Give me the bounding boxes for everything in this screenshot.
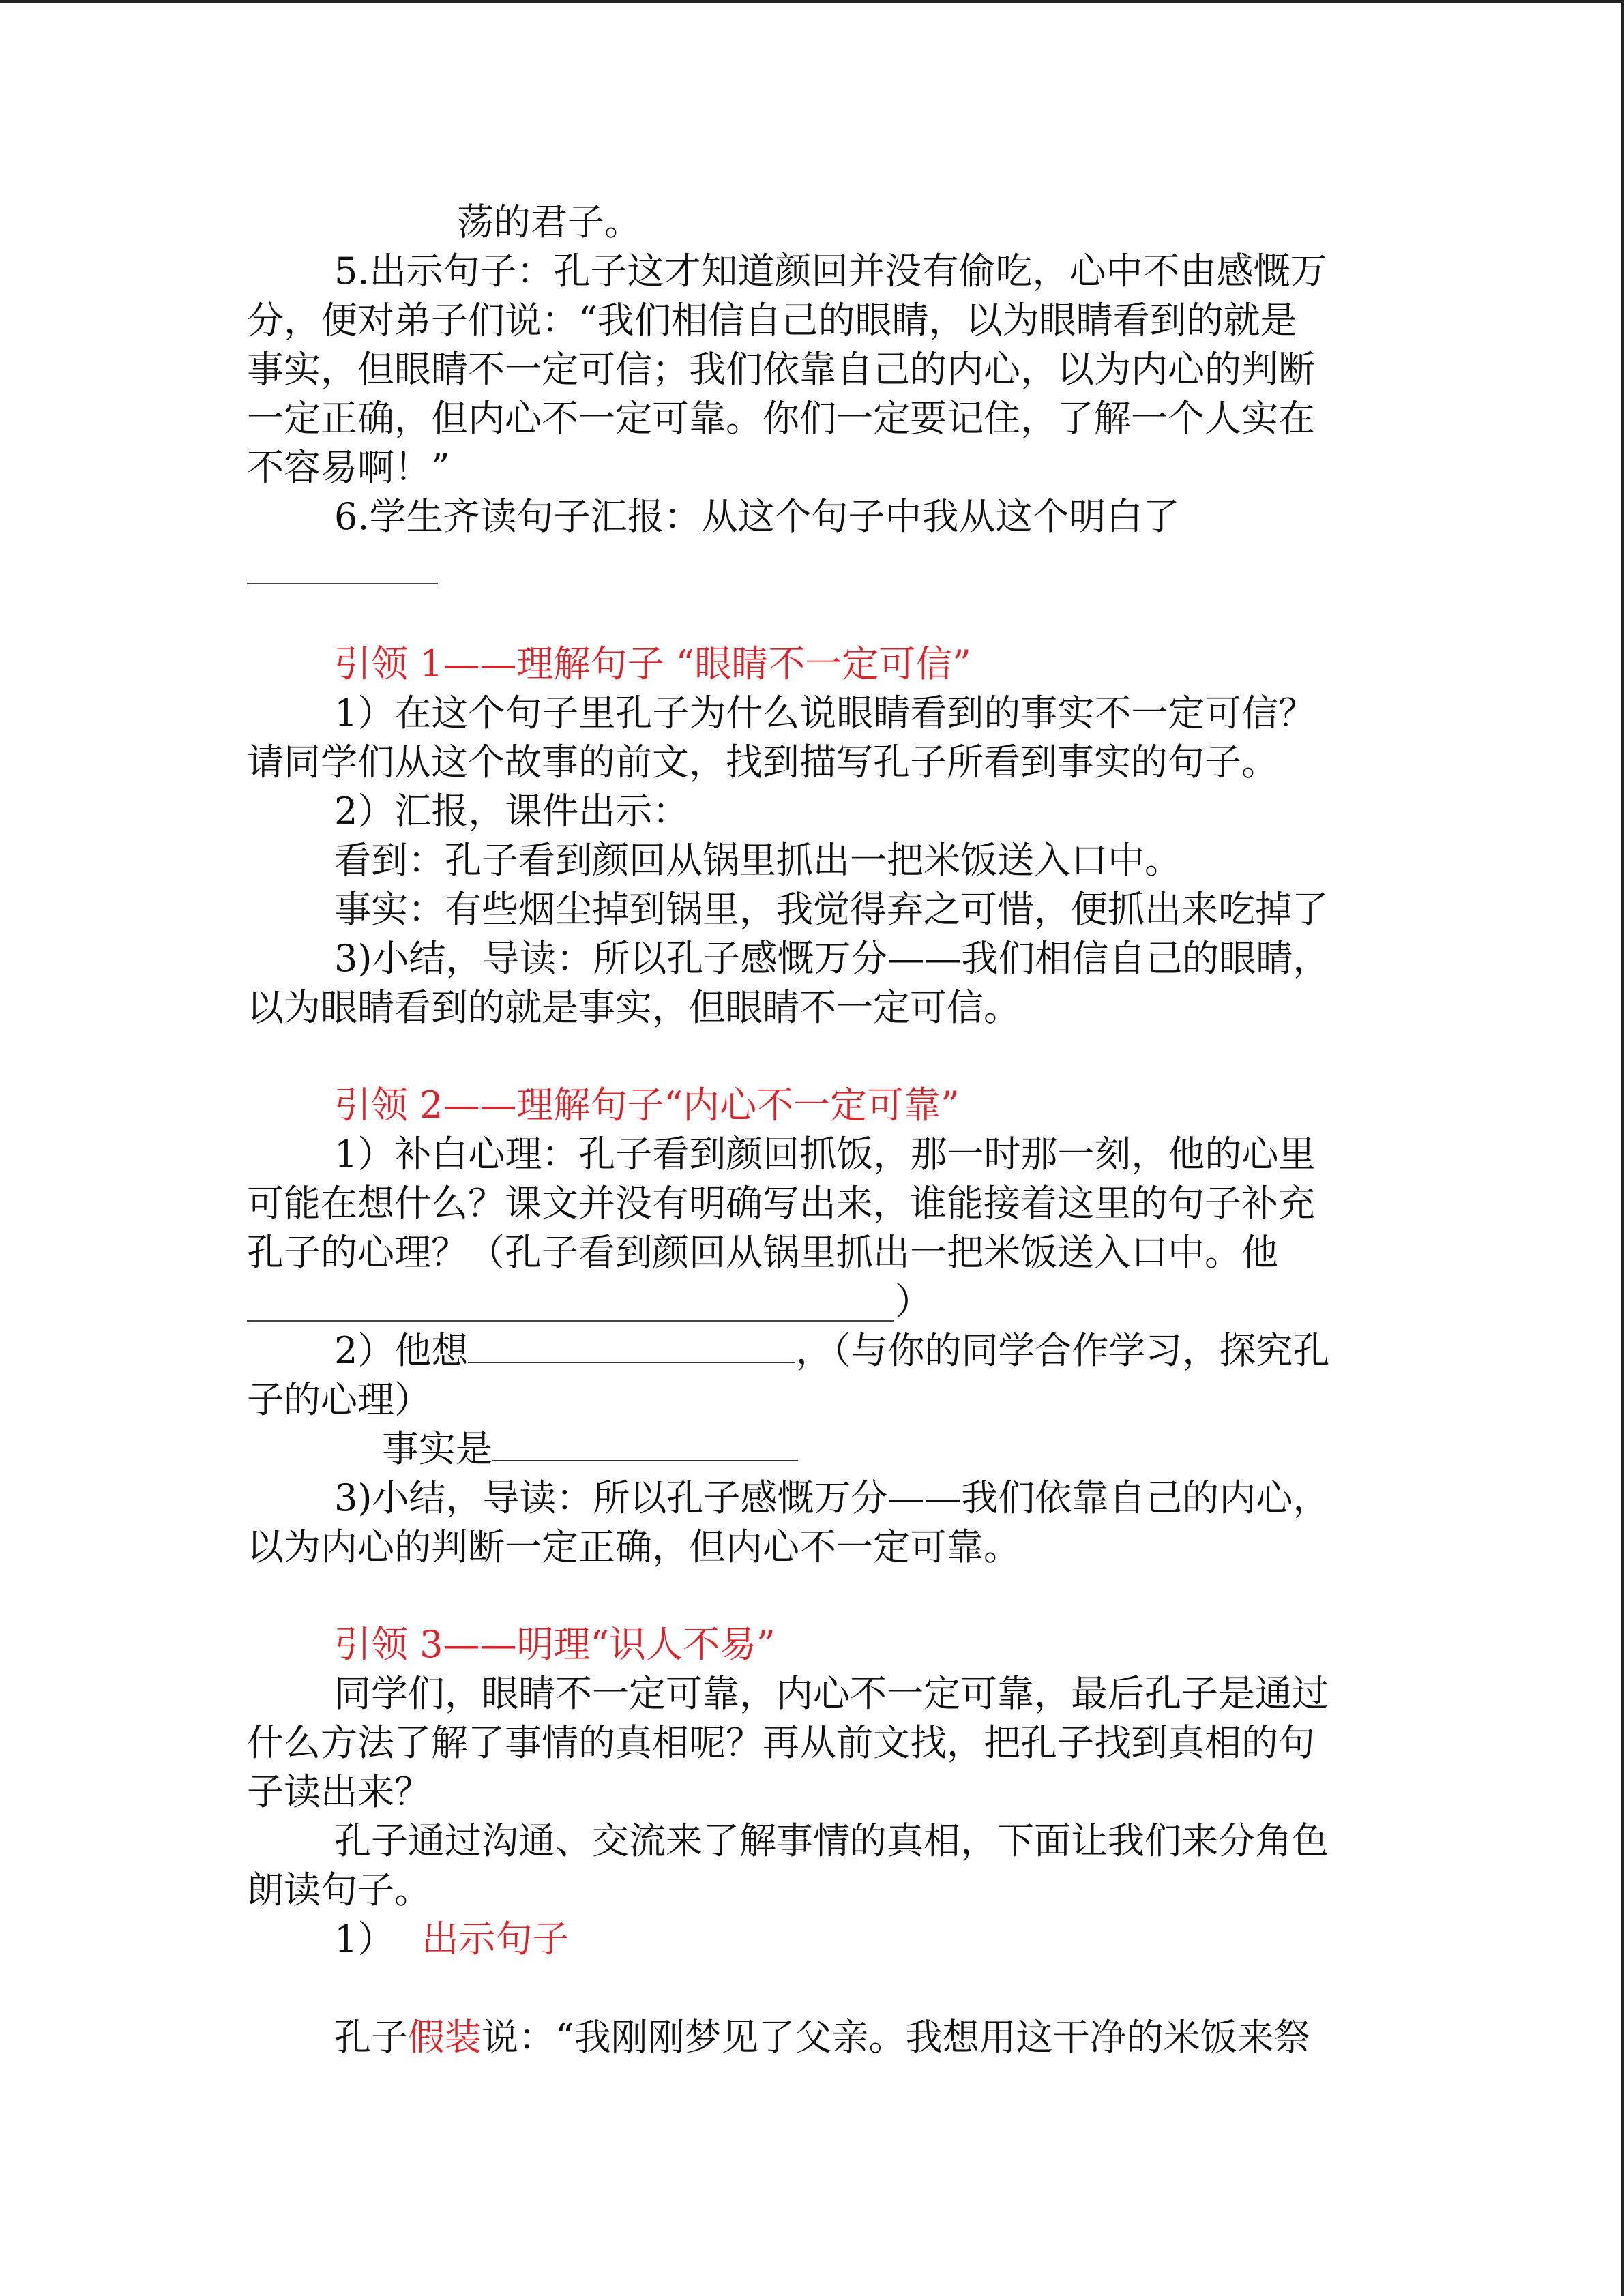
text-line: 2）汇报，课件出示： <box>334 790 690 833</box>
text-line: 子的心理） <box>247 1378 431 1421</box>
text-line: 看到：孔子看到颜回从锅里抓出一把米饭送入口中。 <box>334 839 1181 882</box>
text-line: 以为眼睛看到的就是事实，但眼睛不一定可信。 <box>247 986 1020 1029</box>
text-line: 1）补白心理：孔子看到颜回抓饭，那一时那一刻，他的心里 <box>334 1133 1316 1176</box>
text-line: 可能在想什么？课文并没有明确写出来，谁能接着这里的句子补充 <box>247 1182 1315 1225</box>
text-fragment: 2）他想 <box>334 1329 469 1372</box>
text-fragment: 孔子 <box>334 2016 408 2059</box>
text-line: 子读出来？ <box>247 1770 431 1813</box>
text-line: 孔子通过沟通、交流来了解事情的真相，下面让我们来分角色 <box>334 1819 1329 1862</box>
answer-blank <box>492 1426 798 1461</box>
text-line: ） <box>895 1280 932 1323</box>
answer-blank <box>468 1328 795 1363</box>
text-line: 什么方法了解了事情的真相呢？再从前文找，把孔子找到真相的句 <box>247 1721 1315 1764</box>
text-line: 分，便对弟子们说：“我们相信自己的眼睛，以为眼睛看到的就是 <box>247 299 1297 342</box>
text-line <box>382 1425 798 1474</box>
text-fragment-red: 出示句子 <box>422 1918 570 1960</box>
text-line: 事实，但眼睛不一定可信；我们依靠自己的内心，以为内心的判断 <box>247 348 1315 391</box>
text-line: 朗读句子。 <box>247 1868 431 1911</box>
answer-blank <box>247 1320 894 1322</box>
text-line: 以为内心的判断一定正确，但内心不一定可靠。 <box>247 1525 1020 1568</box>
text-line: 不容易啊！” <box>247 446 450 489</box>
answer-blank <box>247 583 438 584</box>
text-fragment: ，（与你的同学合作学习，探究孔 <box>795 1329 1330 1372</box>
text-line: 3)小结，导读：所以孔子感慨万分——我们相信自己的眼睛， <box>334 937 1330 980</box>
text-line: 孔子的心理？（孔子看到颜回从锅里抓出一把米饭送入口中。他 <box>247 1231 1278 1274</box>
text-line: 3)小结，导读：所以孔子感慨万分——我们依靠自己的内心， <box>334 1476 1330 1519</box>
text-line <box>334 1915 569 1964</box>
text-line: 1）在这个句子里孔子为什么说眼睛看到的事实不一定可信？ <box>334 691 1316 734</box>
text-fragment: 说：“我刚刚梦见了父亲。我想用这干净的米饭来祭 <box>482 2016 1311 2059</box>
text-line: 同学们，眼睛不一定可靠，内心不一定可靠，最后孔子是通过 <box>334 1672 1329 1715</box>
text-line: 事实：有些烟尘掉到锅里，我觉得弃之可惜，便抓出来吃掉了 <box>334 888 1329 931</box>
text-fragment: 事实是 <box>382 1427 492 1470</box>
text-line <box>334 1326 1329 1375</box>
section-heading: 引领 2——理解句子“内心不一定可靠” <box>334 1084 960 1127</box>
text-line <box>334 2013 1311 2062</box>
text-line: 5.出示句子：孔子这才知道颜回并没有偷吃，心中不由感慨万 <box>334 250 1327 293</box>
text-fragment-red: 假装 <box>408 2016 482 2059</box>
text-line: 荡的君子。 <box>457 200 641 243</box>
section-heading: 引领 3——明理“识人不易” <box>334 1623 776 1666</box>
text-fragment: 1） <box>334 1918 395 1960</box>
section-heading: 引领 1——理解句子 “眼睛不一定可信” <box>334 642 971 685</box>
text-line: 6.学生齐读句子汇报：从这个句子中我从这个明白了 <box>334 495 1180 538</box>
text-line: 请同学们从这个故事的前文，找到描写孔子所看到事实的句子。 <box>247 741 1278 784</box>
text-line: 一定正确，但内心不一定可靠。你们一定要记住，了解一个人实在 <box>247 397 1315 440</box>
